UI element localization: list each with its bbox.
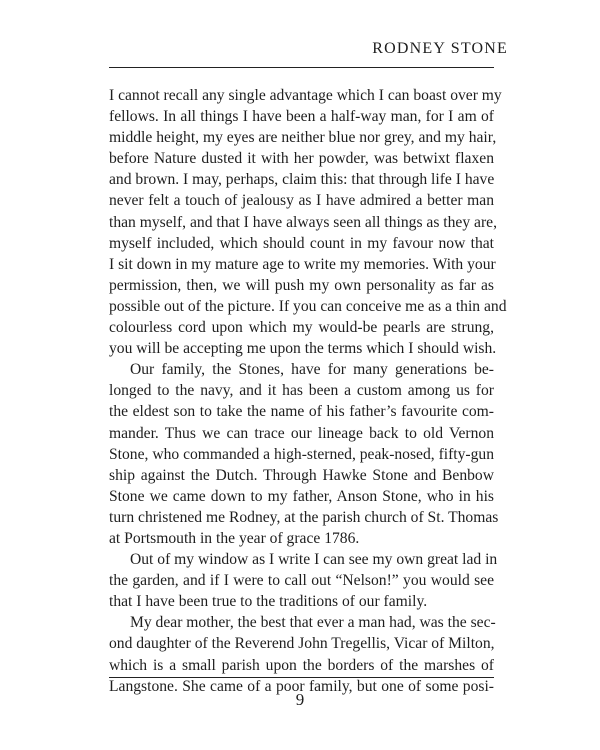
- text-line: ship against the Dutch. Through Hawke Stone and Benbow: [109, 466, 494, 484]
- text-line: ond daughter of the Reverend John Tregellis, Vicar of Milton,: [109, 635, 495, 653]
- text-line: before Nature dusted it with her powder, was betwixt flaxen: [109, 150, 494, 168]
- footer-rule: [109, 677, 494, 678]
- text-line: mander. Thus we can trace our lineage back to old Vernon: [109, 424, 494, 442]
- text-line: turn christened me Rodney, at the parish church of St. Thomas: [109, 508, 499, 526]
- text-line: possible out of the picture. If you can conceive me as a thin and: [109, 297, 507, 315]
- text-line: colourless cord upon which my would-be pearls are strung,: [109, 319, 494, 337]
- text-line: Stone we came down to my father, Anson Stone, who in his: [109, 487, 494, 505]
- text-line: I cannot recall any single advantage which I can boast over my: [109, 87, 502, 104]
- text-line: Langstone. She came of a poor family, but one of some posi-: [109, 677, 494, 695]
- text-line: and brown. I may, perhaps, claim this: that through life I have: [109, 171, 495, 189]
- text-line: that I have been true to the traditions of our family.: [109, 593, 428, 611]
- header-rule: [109, 67, 494, 68]
- text-line: permission, then, we will push my own personality as far as: [109, 276, 494, 294]
- text-line: longed to the navy, and it has been a custom among us for: [109, 382, 494, 400]
- text-line: than myself, and that I have always seen all things as they are,: [109, 213, 497, 231]
- body-text: [109, 85, 507, 697]
- text-line: Stone, who commanded a high-sterned, peak-nosed, fifty-gun: [109, 445, 494, 463]
- text-line: Out of my window as I write I can see my own great lad in: [130, 551, 498, 569]
- text-line: My dear mother, the best that ever a man had, was the sec-: [130, 614, 496, 632]
- text-line: fellows. In all things I have been a half-way man, for I am of: [109, 108, 494, 126]
- page-number: 9: [295, 690, 305, 709]
- text-line: at Portsmouth in the year of grace 1786.: [109, 529, 360, 547]
- text-line: I sit down in my mature age to write my memories. With your: [109, 255, 496, 273]
- running-head-title: RODNEY STONE: [372, 40, 508, 57]
- text-line: never felt a touch of jealousy as I have admired a better man: [109, 192, 494, 210]
- text-line: myself included, which should count in my favour now that: [109, 234, 494, 252]
- text-line: the eldest son to take the name of his father’s favourite com-: [109, 403, 494, 421]
- text-line: which is a small parish upon the borders of the marshes of: [109, 656, 494, 674]
- text-line: Our family, the Stones, have for many generations be-: [130, 361, 494, 379]
- text-line: you will be accepting me upon the terms which I should wish.: [109, 340, 497, 358]
- text-line: the garden, and if I were to call out “Nelson!” you would see: [109, 572, 494, 590]
- text-line: middle height, my eyes are neither blue nor grey, and my hair,: [109, 129, 497, 147]
